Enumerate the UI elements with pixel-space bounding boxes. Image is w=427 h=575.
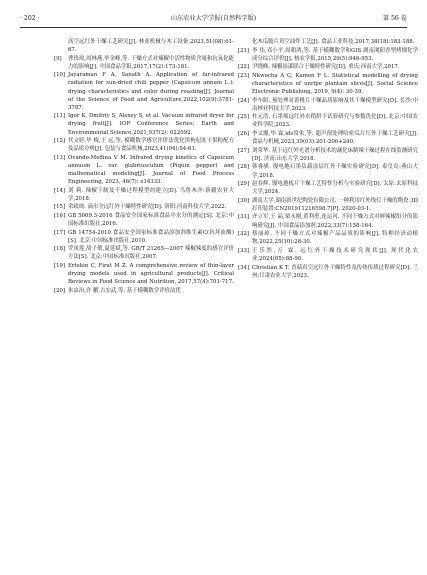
reference-number: [13] xyxy=(54,154,66,161)
reference-number: [27] xyxy=(238,147,250,154)
reference-text: 王乐然,万 霖. 远红外干燥技术研究现状[J]. 现代化农业,2024(05):88-90. xyxy=(252,247,418,262)
reference-entry xyxy=(238,264,418,280)
reference-number: [34] xyxy=(238,264,250,271)
reference-entry xyxy=(54,287,234,295)
running-header xyxy=(20,12,407,26)
reference-text: 李 伟,邓小平,周朝鸿,等. 基于模糊数学和GIS 湖南浏阳香型烤烟化学成分综合评价[J]. 核农学报,2015,29(5):946-953. xyxy=(252,47,418,62)
reference-entry xyxy=(54,229,234,245)
reference-entry xyxy=(54,71,234,111)
reference-text: 齐立军,王 晶,栗永刚,黄利勇,连运河. 不同干燥方式对鲜辣椒组分的影响研究[J]. 中国食品添加剂,2022,33(7):158-164. xyxy=(252,214,418,229)
reference-entry xyxy=(54,212,234,228)
reference-entry xyxy=(54,112,234,136)
reference-text: GB 14754-2010 食品安全国家标准食品添加剂维生素C(抗坏血酸)[S]. 北京:中国标准出版社,2010. xyxy=(68,229,234,244)
reference-entry xyxy=(238,38,418,46)
reference-entry xyxy=(54,55,234,71)
reference-number: [22] xyxy=(238,64,250,71)
reference-number: [23] xyxy=(238,72,250,79)
reference-entry xyxy=(238,213,418,229)
reference-text: 杜元浩. 石墨烯远红外水稻烘干试验研究与参数优化[D]. 北京:中国农业科学院,2023. xyxy=(252,114,418,129)
reference-entry xyxy=(54,245,234,261)
reference-text: 韩睿骐. 馒电地石墨负载涂层红外干燥实验研究[D]. 泰皇岛:燕山大学,2018. xyxy=(252,164,418,179)
reference-number: [28] xyxy=(238,164,250,171)
reference-number: [11] xyxy=(54,113,66,120)
header-rule xyxy=(20,27,407,28)
reference-number: [17] xyxy=(54,229,66,236)
reference-text: 刘荣华. 基于远红外光谱分析技术的蔬化床制辣干燥过程在线监测研究[D]. 济南:山东大学,2018. xyxy=(252,147,418,162)
reference-number: [10] xyxy=(54,72,66,79)
reference-entry xyxy=(238,72,418,96)
reference-text: 李义魔,毕 霖,ids常朱,等. 超声预处理哈密瓜片红外干燥工艺研究[J]. 食品与机械,2023,39(03):201-206+240. xyxy=(252,131,418,146)
reference-number: [30] xyxy=(238,197,250,204)
reference-number: [18] xyxy=(54,246,66,253)
page-number: · 202 · xyxy=(20,15,40,22)
reference-number: [12] xyxy=(54,138,66,145)
reference-entry xyxy=(54,38,234,54)
reference-number: [21] xyxy=(238,47,250,54)
reference-text: 罗凤莲,胡子敏,夏延斌,等. GB/T 21265—2007 辣椒辣度的感官评价方法[S]. 北京:中国标准出版社,2007. xyxy=(68,246,234,261)
reference-number: [20] xyxy=(54,287,66,294)
reference-number: [24] xyxy=(238,97,250,104)
reference-text: 化木瓜脆片真空油炸工艺[J]. 食品工业科技,2017,38(18):183-188. xyxy=(252,39,415,45)
reference-number: [29] xyxy=(238,181,250,188)
reference-text: Jayaraman F A, Sanath A. Application of far-infrared radiation for sun-dried chili pepper (Capsicum annum L.): drying characteristics and color during roasting[J]. Journal of the Science of Food and Agriculture,2022,102(9):3781-3787. xyxy=(68,72,234,111)
reference-text: Ovando-Medina V M. Infrared drying kinetics of Capsicum annuum L. var. glabriusculum (Piquin pepper) and mathematical modeling[J]. Journal of Food Process Engineering, 2023, 46(7): e14333. xyxy=(68,154,234,186)
reference-entry xyxy=(54,262,234,286)
reference-entry xyxy=(238,197,418,213)
reference-entry xyxy=(238,113,418,129)
reference-number: [26] xyxy=(238,131,250,138)
reference-entry xyxy=(238,163,418,179)
reference-text: 曹珍琼,周林燕,毕金峰,等. 干燥方式对辣椒中活性物质含量和抗氧化能力的影响[J]. 中国食品学报,2017,17(2):173-181. xyxy=(68,55,234,70)
reference-entry xyxy=(238,97,418,113)
reference-entry xyxy=(54,203,234,211)
reference-entry xyxy=(238,130,418,146)
reference-number: [32] xyxy=(238,231,250,238)
reference-text: 湖南大学,湖南新世纪陶瓷有限公司. 一种利用红外线灯干燥的陶瓷 3D 打印装置:CN201911216598.7[P]. 2020-03-1. xyxy=(252,197,418,212)
reference-entry xyxy=(238,147,418,163)
reference-entry xyxy=(238,247,418,263)
reference-text: 朱由治,许 鹏,吉宏武,等. 基于模糊数学评价法优 xyxy=(68,287,181,294)
reference-text: 赵春辉. 馒电地板片干燥工艺特性分析与实验研究[D]. 太原:太原科技大学,2024. xyxy=(252,181,418,196)
reference-text: 高空远红外干燥工艺研究[J]. 林业机械与木工设备,2023,51(08):61-67. xyxy=(68,39,234,54)
reference-text: Christian K T. 香菇真空远红外干燥特性及传热传质过程研究[D]. 兰州:甘肃农业大学,2023. xyxy=(252,264,418,279)
journal-title: 山东农业大学学报(自然科学版) xyxy=(170,15,257,22)
reference-text: Nkwocha A C, Kamen F L. Statistical modelling of drying characteristics of unripe plantain slices[J]. Social Science Electronic Publishing, 2019, 9(4): 30-39. xyxy=(252,72,418,96)
reference-number: [19] xyxy=(54,263,66,270)
reference-text: Ertekin C, Firat M Z. A comprehensive review of thin-layer drying models used in agricultural products[J]. Critical Reviews in Food Science and Nutrition, 2017,57(4):701-717. xyxy=(68,263,234,286)
reference-text: 蔡丽琼. 不同干燥方式对辣椒产品品质的影响[J]. 特种经济动植物,2022,25(10):28-30. xyxy=(252,231,418,246)
reference-text: GB 5009.3-2016 食品安全国家标准食品中水分的测定[S]. 北京:中国标准出版社,2016. xyxy=(68,212,234,228)
reference-text: 尹晓峰. 辣椒添漆联合干燥特性研究[D]. 重庆:西南大学,2017. xyxy=(252,64,400,71)
references-right-column xyxy=(238,38,418,280)
reference-number: [25] xyxy=(238,114,250,121)
reference-entry xyxy=(54,137,234,153)
reference-entry xyxy=(238,230,418,246)
reference-number: [15] xyxy=(54,204,66,211)
reference-text: 余政颂. 滴水全远红外干燥特性研究[D]. 洛阳:河南科技大学,2022. xyxy=(68,204,227,211)
volume-number: 第 56 卷 xyxy=(382,15,407,22)
reference-entry xyxy=(54,187,234,203)
reference-number: [33] xyxy=(238,247,250,254)
references-left-column xyxy=(54,38,234,295)
reference-entry xyxy=(238,63,418,71)
reference-number: [31] xyxy=(238,214,250,221)
reference-number: [16] xyxy=(54,212,66,219)
reference-text: 刘 莉. 辣椒干制及干燥过程模型的建立[D]. 乌鲁木齐:新疆农业大学,2018. xyxy=(68,187,234,202)
reference-entry xyxy=(238,180,418,196)
reference-number: [9] xyxy=(54,55,62,62)
reference-entry xyxy=(54,154,234,186)
reference-number: [14] xyxy=(54,187,66,194)
reference-text: 代文婷,毕 梅,王 远,等. 模糊数学感官评价法优化黑枸杞冻干果粉配方及品质分析[J]. 包装与食品机械,2023,41(04):54-61. xyxy=(68,138,234,153)
reference-entry xyxy=(238,47,418,63)
reference-text: 李车阳. 预处理对黄桃片干燥品质影响及其干燥模型研究[D]. 长沙:中南林业科技大学,2023. xyxy=(252,97,418,112)
reference-text: Igor K, Dmitriy S, Alexey S, et al. Vacuum infrared dryer for drying fruit[J]. IOP Conference Series: Earth and Environmental Science,2021,937(2): 022092. xyxy=(68,113,234,136)
